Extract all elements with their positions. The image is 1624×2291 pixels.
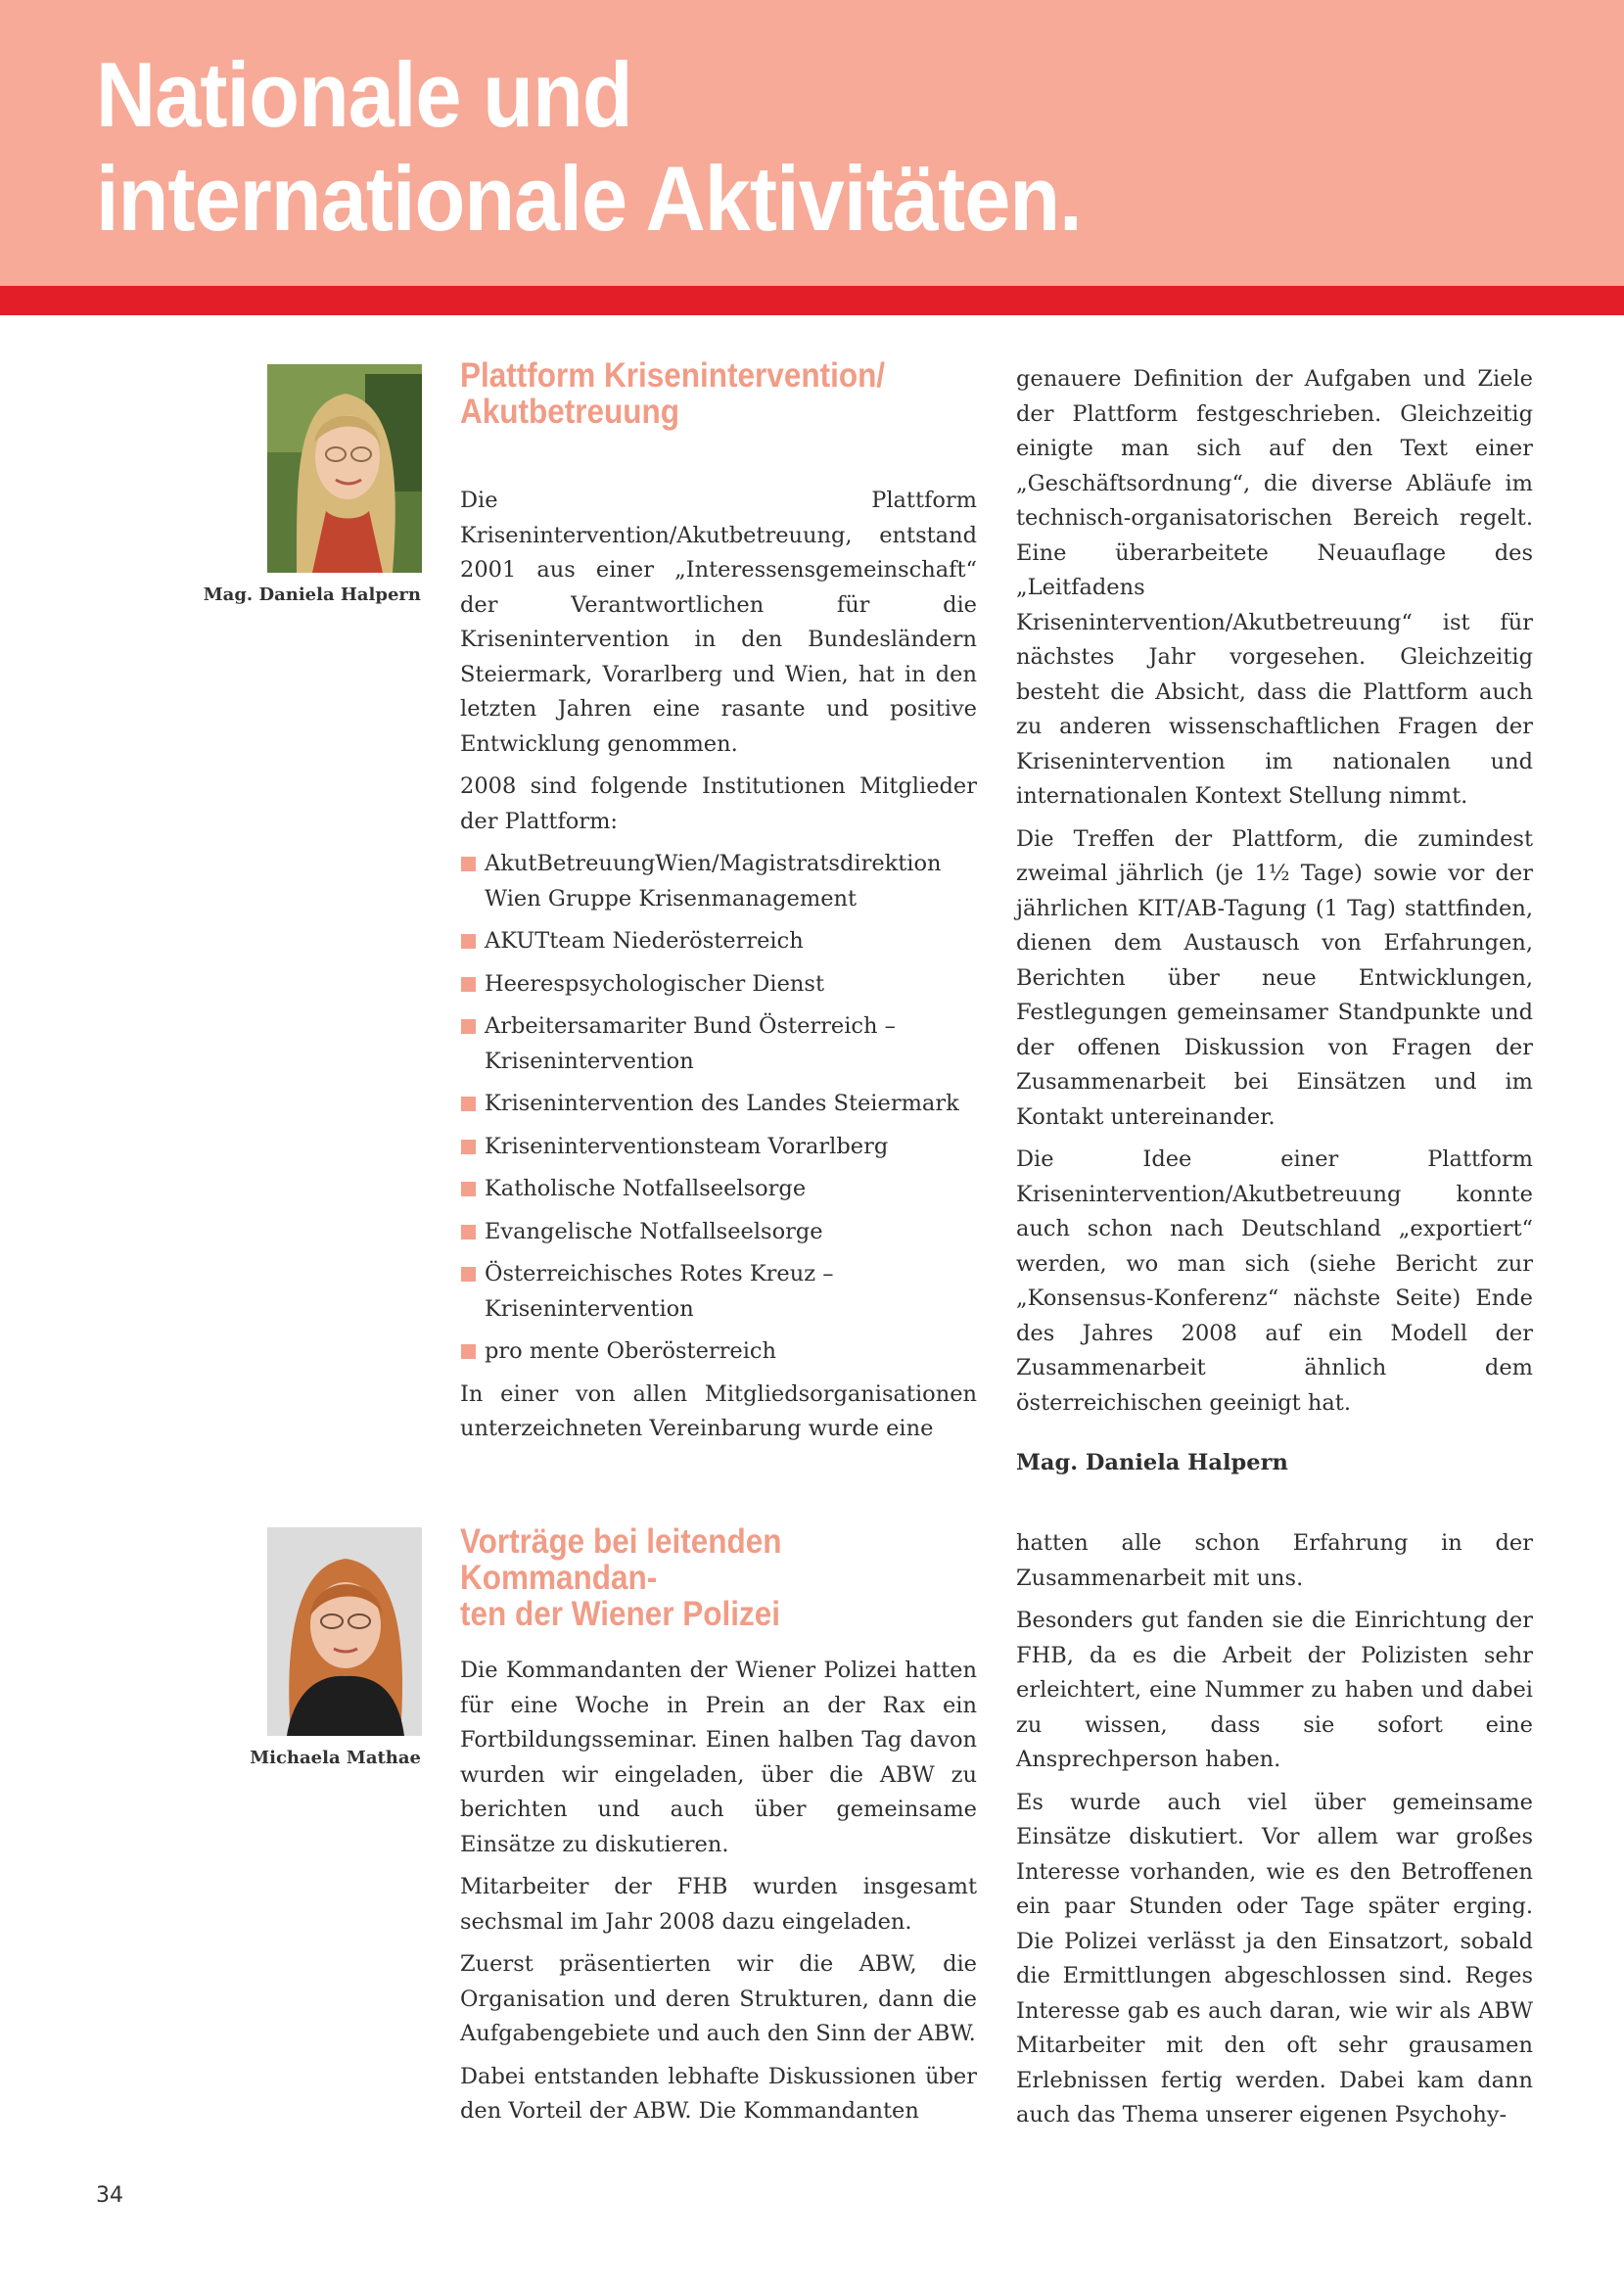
page-number: 34 [96,2183,123,2208]
paragraph: Die Treffen der Plattform, die zumindest zweimal jährlich (je 1½ Tage) sowie vor der jährlichen KIT/AB-Tagung (1 Tag) stattfinden, dienen dem Austausch von Erfahrungen, Berichten über neue Entwicklungen, Festlegungen gemeinsamer Standpunkte und der offenen Diskussion von Fragen der Zusammenarbeit bei Einsätzen und im Kontakt untereinander. [1016,825,1533,1130]
square-bullet-icon [461,1182,476,1196]
paragraph: Die Idee einer Plattform Krisenintervention/Akutbetreuung konnte auch schon nach Deutschland „exportiert“ werden, wo man sich (siehe Bericht zur „Konsensus-Konferenz“ nächste Seite) Ende des Jahres 2008 auf ein Modell der Zusammenarbeit ähnlich dem österreichischen geeinigt hat. [1016,1146,1533,1416]
paragraph: 2008 sind folgende Institutionen Mitglieder der Plattform: [460,773,977,834]
section-heading-line-1: Vorträge bei leitenden Kommandan- [460,1522,782,1597]
portrait-icon [267,364,422,573]
paragraph: Zuerst präsentierten wir die ABW, die Organisation und deren Strukturen, dann die Aufgabengebiete und auch den Sinn der ABW. [460,1951,977,2046]
section2-left-column [460,1654,977,2137]
paragraph: Die Kommandanten der Wiener Polizei hatten für eine Woche in Prein an der Rax ein Fortbildungsseminar. Einen halben Tag davon wurden wir eingeladen, über die ABW zu berichten und auch über gemeinsame Einsätze zu diskutieren. [460,1658,977,1857]
header-accent-bar [0,286,1624,315]
section-heading [460,1523,936,1632]
paragraph: Dabei entstanden lebhafte Diskussionen über den Vorteil der ABW. Die Kommandanten [460,2063,977,2124]
square-bullet-icon [461,934,476,949]
paragraph: genauere Definition der Aufgaben und Ziele der Plattform festgeschrieben. Gleichzeitig einigte man sich auf den Text einer „Geschäftsordnung“, die diverse Abläufe im technisch-organisatorischen Bereich regelt. Eine überarbeitete Neuauflage des „Leitfadens Krisenintervention/Akutbetreuung“ ist für nächstes Jahr vorgesehen. Gleichzeitig besteht die Absicht, dass die Plattform auch zu anderen wissenschaftlichen Fragen der Krisenintervention im nationalen und internationalen Kontext Stellung nimmt. [1016,366,1533,809]
section1-right-column [1016,362,1533,1489]
list-item: Kriseninterventionsteam Vorarlberg [460,1130,977,1165]
list-item: AkutBetreuungWien/Magistratsdirektion Wien Gruppe Krisenmanagement [460,847,977,916]
paragraph: Es wurde auch viel über gemeinsame Einsätze diskutiert. Vor allem war großes Interesse vorhanden, wie es den Betroffenen ein paar Stunden oder Tage später erging. Die Polizei verlässt ja den Einsatzort, sobald die Ermittlungen abgeschlossen sind. Reges Interesse gab es auch daran, wie wir als ABW Mitarbeiter mit den oft sehr grausamen Erlebnissen fertig werden. Dabei kam dann auch das Thema unserer eigenen Psychohy- [1016,1789,1533,2127]
author-signature: Mag. Daniela Halpern [1016,1450,1288,1475]
section-heading-line-1: Plattform Krisenintervention/ [460,356,886,395]
list-item: Katholische Notfallseelsorge [460,1172,977,1207]
photo-caption: Michaela Mathae [250,1748,421,1768]
square-bullet-icon [461,1140,476,1154]
square-bullet-icon [461,1097,476,1111]
paragraph: Die Plattform Krisenintervention/Akutbetreuung, entstand 2001 aus einer „Interessensgemeinschaft“ der Verantwortlichen für die Krisenintervention in den Bundesländern Steiermark, Vorarlberg und Wien, hat in den letzten Jahren eine rasante und positive Entwicklung genommen. [460,488,977,757]
paragraph: hatten alle schon Erfahrung in der Zusammenarbeit mit uns. [1016,1530,1533,1591]
square-bullet-icon [461,977,476,992]
header-band [0,0,1624,286]
photo-caption: Mag. Daniela Halpern [203,584,421,605]
paragraph: Besonders gut fanden sie die Einrichtung der FHB, da es die Arbeit der Polizisten sehr erleichtert, eine Nummer zu haben und dabei zu wissen, dass sie sofort eine Ansprechperson haben. [1016,1608,1533,1772]
square-bullet-icon [461,1019,476,1034]
portrait-icon [267,1527,422,1736]
section1-left-column [460,484,977,1455]
paragraph: Mitarbeiter der FHB wurden insgesamt sechsmal im Jahr 2008 dazu eingeladen. [460,1874,977,1935]
list-item: Heerespsychologischer Dienst [460,967,977,1003]
list-item: Österreichisches Rotes Kreuz – Krisenintervention [460,1257,977,1327]
list-item: AKUTteam Niederösterreich [460,924,977,959]
portrait-photo-mathae [267,1527,422,1736]
list-item: Arbeitersamariter Bund Österreich – Krisenintervention [460,1009,977,1079]
list-item: pro mente Oberösterreich [460,1334,977,1370]
section-heading-line-2: ten der Wiener Polizei [460,1595,781,1633]
square-bullet-icon [461,1267,476,1282]
page-title-line-2: internationale Aktivitäten. [96,147,1082,250]
member-list [460,847,977,1370]
square-bullet-icon [461,1344,476,1359]
list-item: Krisenintervention des Landes Steiermark [460,1087,977,1122]
page-title-line-1: Nationale und [96,43,632,146]
section-heading-line-2: Akutbetreuung [460,393,680,431]
list-item: Evangelische Notfallseelsorge [460,1215,977,1250]
page-title [96,43,1082,251]
paragraph: In einer von allen Mitgliedsorganisationen unterzeichneten Vereinbarung wurde eine [460,1380,977,1441]
portrait-photo-halpern [267,364,422,573]
square-bullet-icon [461,1225,476,1239]
square-bullet-icon [461,857,476,871]
section-heading [460,357,936,430]
section2-right-column [1016,1526,1533,2141]
